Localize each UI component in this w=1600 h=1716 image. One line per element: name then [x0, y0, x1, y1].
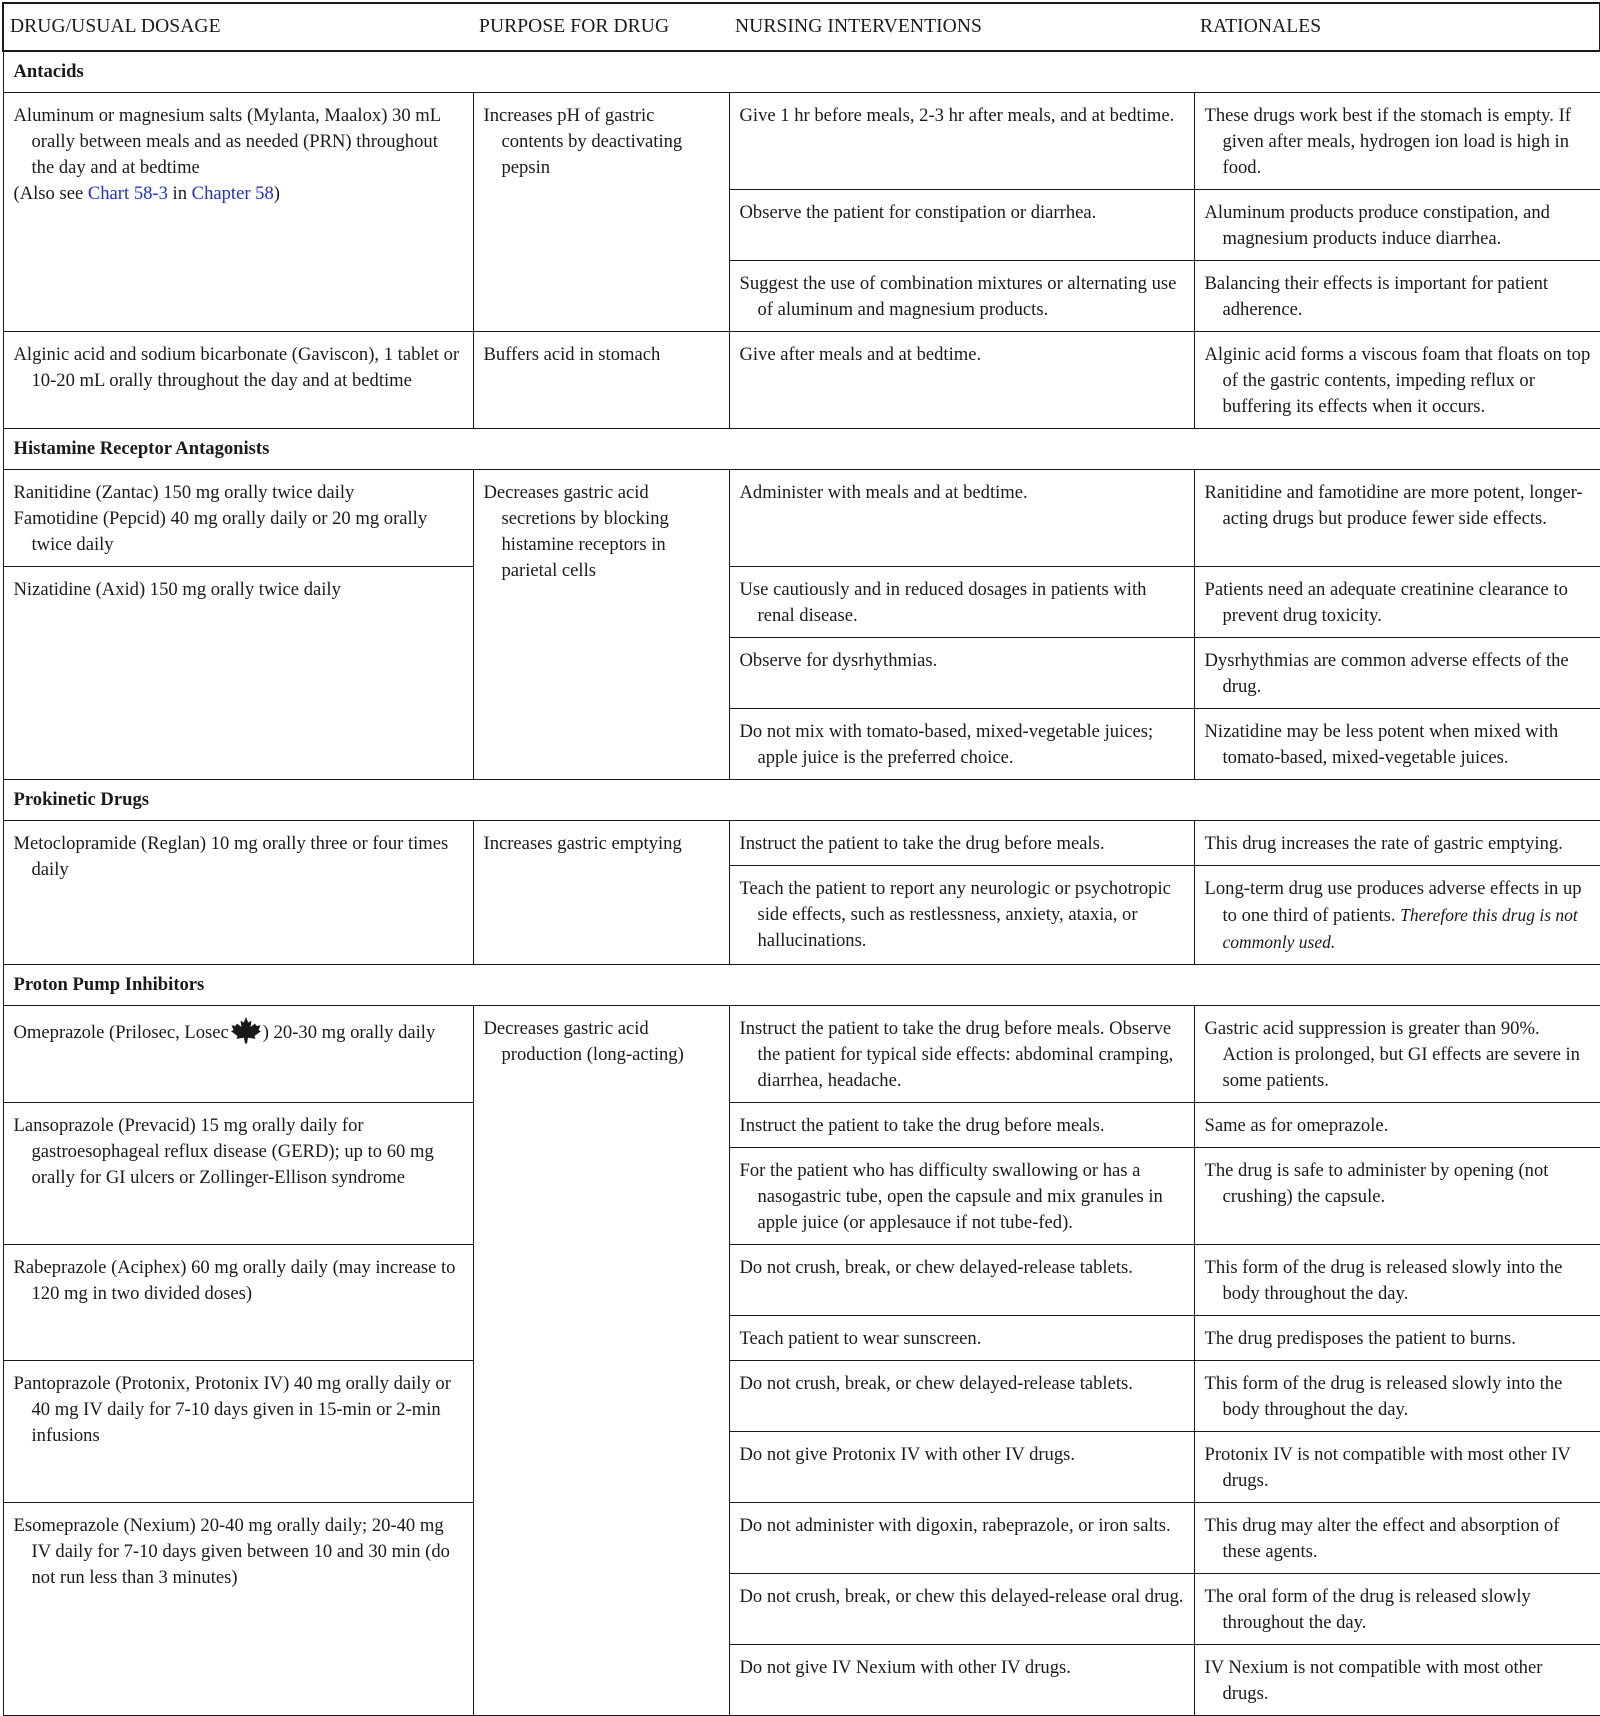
intervention-cell: Instruct the patient to take the drug before meals.	[729, 821, 1194, 866]
rationale-cell: The drug is safe to administer by opening (not crushing) the capsule.	[1194, 1148, 1600, 1245]
section-ppi: Proton Pump Inhibitors	[3, 965, 1600, 1006]
drug-cell: Lansoprazole (Prevacid) 15 mg orally daily for gastroesophageal reflux disease (GERD); up to 60 mg orally for GI ulcers or Zollinger-Ellison syndrome	[3, 1103, 473, 1245]
intervention-cell: Instruct the patient to take the drug before meals. Observe the patient for typical side effects: abdominal cramping, diarrhea, headache.	[729, 1006, 1194, 1103]
rationale-cell: This form of the drug is released slowly into the body throughout the day.	[1194, 1361, 1600, 1432]
intervention-cell: Do not mix with tomato-based, mixed-vegetable juices; apple juice is the preferred choice.	[729, 709, 1194, 780]
drug-cell: Rabeprazole (Aciphex) 60 mg orally daily (may increase to 120 mg in two divided doses)	[3, 1245, 473, 1361]
purpose-cell: Buffers acid in stomach	[473, 332, 729, 429]
section-row	[3, 780, 1600, 821]
rationale-text: Long-term drug use produces adverse effects in up to one third of patients.	[1204, 878, 1582, 926]
rationale-cell: Alginic acid forms a viscous foam that floats on top of the gastric contents, impeding reflux or buffering its effects when it occurs.	[1194, 332, 1600, 429]
drug-table-document	[2, 2, 1598, 1716]
section-h2: Histamine Receptor Antagonists	[3, 429, 1600, 470]
table-row	[3, 470, 1600, 567]
ref-in: in	[167, 183, 192, 204]
rationale-cell: This drug increases the rate of gastric emptying.	[1194, 821, 1600, 866]
intervention-cell: Give after meals and at bedtime.	[729, 332, 1194, 429]
rationale-cell: This drug may alter the effect and absorption of these agents.	[1194, 1503, 1600, 1574]
drug-cell: Nizatidine (Axid) 150 mg orally twice daily	[3, 567, 473, 780]
header-purpose: PURPOSE FOR DRUG	[473, 3, 729, 51]
drug-text: Famotidine (Pepcid) 40 mg orally daily or 20 mg orally twice daily	[13, 508, 428, 555]
intervention-cell: Teach the patient to report any neurologic or psychotropic side effects, such as restlessness, anxiety, ataxia, or hallucinations.	[729, 866, 1194, 965]
drug-cell: Alginic acid and sodium bicarbonate (Gaviscon), 1 tablet or 10-20 mL orally throughout the day and at bedtime	[3, 332, 473, 429]
drug-cell	[3, 93, 473, 332]
purpose-cell: Decreases gastric acid production (long-acting)	[473, 1006, 729, 1716]
drug-cell: Esomeprazole (Nexium) 20-40 mg orally daily; 20-40 mg IV daily for 7-10 days given between 10 and 30 min (do not run less than 3 minutes)	[3, 1503, 473, 1716]
table-row	[3, 93, 1600, 190]
intervention-cell: Give 1 hr before meals, 2-3 hr after meals, and at bedtime.	[729, 93, 1194, 190]
drug-text: ) 20-30 mg orally daily	[262, 1022, 436, 1043]
drug-text: Ranitidine (Zantac) 150 mg orally twice daily	[13, 482, 355, 503]
table-row	[3, 567, 1600, 638]
intervention-cell: Do not crush, break, or chew this delayed-release oral drug.	[729, 1574, 1194, 1645]
drug-cell: Metoclopramide (Reglan) 10 mg orally three or four times daily	[3, 821, 473, 965]
drug-text: Omeprazole (Prilosec, Losec	[13, 1022, 229, 1043]
rationale-cell: IV Nexium is not compatible with most other drugs.	[1194, 1645, 1600, 1716]
intervention-cell: Do not give Protonix IV with other IV drugs.	[729, 1432, 1194, 1503]
rationale-cell: The oral form of the drug is released slowly throughout the day.	[1194, 1574, 1600, 1645]
intervention-cell: Observe the patient for constipation or diarrhea.	[729, 190, 1194, 261]
intervention-cell: Teach patient to wear sunscreen.	[729, 1316, 1194, 1361]
rationale-cell	[1194, 866, 1600, 965]
rationale-cell: Dysrhythmias are common adverse effects of the drug.	[1194, 638, 1600, 709]
purpose-cell: Decreases gastric acid secretions by blocking histamine receptors in parietal cells	[473, 470, 729, 780]
table-row	[3, 332, 1600, 429]
intervention-cell: Do not give IV Nexium with other IV drugs.	[729, 1645, 1194, 1716]
section-prokinetic: Prokinetic Drugs	[3, 780, 1600, 821]
purpose-cell: Increases pH of gastric contents by deactivating pepsin	[473, 93, 729, 332]
rationale-cell: This form of the drug is released slowly into the body throughout the day.	[1194, 1245, 1600, 1316]
intervention-cell: Do not crush, break, or chew delayed-release tablets.	[729, 1245, 1194, 1316]
intervention-cell: Instruct the patient to take the drug before meals.	[729, 1103, 1194, 1148]
intervention-cell: Administer with meals and at bedtime.	[729, 470, 1194, 567]
ref-suffix: )	[273, 183, 280, 204]
drug-cell: Pantoprazole (Protonix, Protonix IV) 40 mg orally daily or 40 mg IV daily for 7-10 days given in 15-min or 2-min infusions	[3, 1361, 473, 1503]
section-antacids: Antacids	[3, 51, 1600, 93]
section-row	[3, 965, 1600, 1006]
drug-cell	[3, 470, 473, 567]
rationale-cell: Protonix IV is not compatible with most other IV drugs.	[1194, 1432, 1600, 1503]
intervention-cell: Use cautiously and in reduced dosages in patients with renal disease.	[729, 567, 1194, 638]
drug-table	[2, 2, 1600, 1716]
rationale-cell: Same as for omeprazole.	[1194, 1103, 1600, 1148]
maple-leaf-icon	[229, 1016, 263, 1044]
rationale-cell: Gastric acid suppression is greater than 90%. Action is prolonged, but GI effects are severe in some patients.	[1194, 1006, 1600, 1103]
rationale-cell: Balancing their effects is important for patient adherence.	[1194, 261, 1600, 332]
intervention-cell: For the patient who has difficulty swallowing or has a nasogastric tube, open the capsule and mix granules in apple juice (or applesauce if not tube-fed).	[729, 1148, 1194, 1245]
table-row	[3, 1245, 1600, 1316]
drug-reference	[13, 181, 465, 207]
intervention-cell: Do not crush, break, or chew delayed-release tablets.	[729, 1361, 1194, 1432]
rationale-cell: Nizatidine may be less potent when mixed with tomato-based, mixed-vegetable juices.	[1194, 709, 1600, 780]
rationale-cell: These drugs work best if the stomach is empty. If given after meals, hydrogen ion load is high in food.	[1194, 93, 1600, 190]
rationale-cell: Ranitidine and famotidine are more potent, longer-acting drugs but produce fewer side effects.	[1194, 470, 1600, 567]
drug-cell	[3, 1006, 473, 1103]
drug-text: Aluminum or magnesium salts (Mylanta, Maalox) 30 mL orally between meals and as needed (PRN) throughout the day and at bedtime	[13, 105, 441, 178]
table-row	[3, 1006, 1600, 1103]
table-row	[3, 1103, 1600, 1148]
intervention-cell: Observe for dysrhythmias.	[729, 638, 1194, 709]
table-row	[3, 1361, 1600, 1432]
ref-prefix: (Also see	[13, 183, 88, 204]
section-row	[3, 429, 1600, 470]
header-interventions: NURSING INTERVENTIONS	[729, 3, 1194, 51]
intervention-cell: Suggest the use of combination mixtures or alternating use of aluminum and magnesium products.	[729, 261, 1194, 332]
table-row	[3, 1503, 1600, 1574]
header-rationales: RATIONALES	[1194, 3, 1600, 51]
section-row	[3, 51, 1600, 93]
rationale-note: Therefore this drug is not commonly used.	[1222, 905, 1578, 952]
rationale-cell: Patients need an adequate creatinine clearance to prevent drug toxicity.	[1194, 567, 1600, 638]
chart-link[interactable]: Chart 58-3	[87, 183, 168, 204]
rationale-cell: Aluminum products produce constipation, and magnesium products induce diarrhea.	[1194, 190, 1600, 261]
table-row	[3, 821, 1600, 866]
intervention-cell: Do not administer with digoxin, rabeprazole, or iron salts.	[729, 1503, 1194, 1574]
rationale-cell: The drug predisposes the patient to burns.	[1194, 1316, 1600, 1361]
header-drug: DRUG/USUAL DOSAGE	[3, 3, 473, 51]
chapter-link[interactable]: Chapter 58	[191, 183, 274, 204]
purpose-cell: Increases gastric emptying	[473, 821, 729, 965]
table-header-row	[3, 3, 1600, 51]
